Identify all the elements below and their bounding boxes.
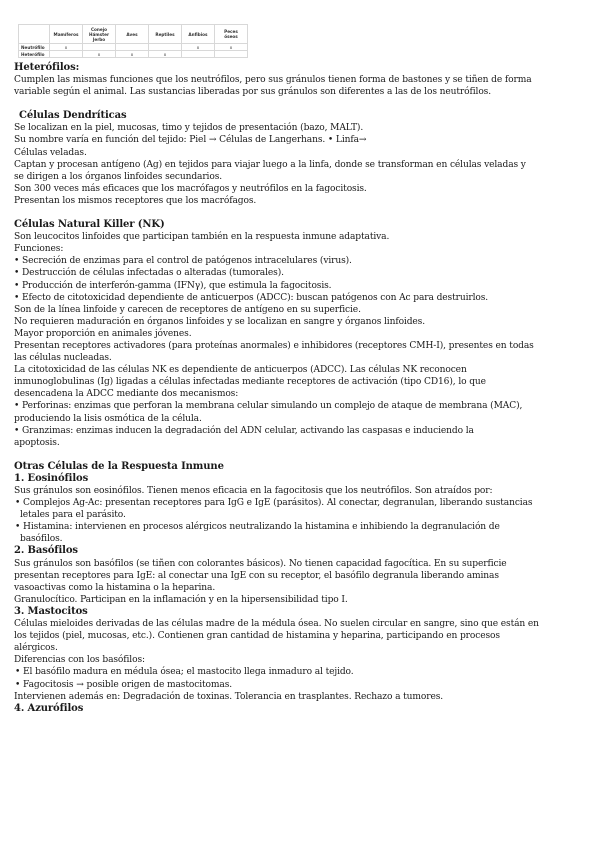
text-line: Presentan receptores activadores (para proteínas anormales) e inhibidores (receptores CMH-I), presentes en todas xyxy=(14,340,534,351)
text-line: Funciones: xyxy=(14,244,64,255)
table-header-cell: Reptiles xyxy=(149,25,182,44)
spacer xyxy=(14,449,592,461)
section-heading: Células Natural Killer (NK) xyxy=(14,219,165,231)
text-line: alérgicos. xyxy=(14,643,58,654)
text-line: Intervienen además en: Degradación de toxinas. Tolerancia en trasplantes. Rechazo a tumores. xyxy=(14,691,444,702)
table-row-label: Neutrófilo xyxy=(19,44,50,51)
bullet-item: • Complejos Ag-Ac: presentan receptores para IgG e IgE (parásitos). Al conectar, degranulan, liberando sustancias xyxy=(15,498,533,509)
table-cell xyxy=(149,44,182,51)
document-body xyxy=(14,62,592,715)
spacer xyxy=(14,98,592,110)
table-cell xyxy=(215,51,248,58)
text-line: Captan y procesan antígeno (Ag) en tejidos para viajar luego a la linfa, donde se transforman en células veladas y xyxy=(14,159,526,170)
text-line: No requieren maduración en órganos linfoides y se localizan en sangre y órganos linfoides. xyxy=(14,316,425,327)
table-header-cell: Aves xyxy=(116,25,149,44)
section-heading: Otras Células de la Respuesta Inmune xyxy=(14,460,224,472)
table-header-cell: Anfibios xyxy=(182,25,215,44)
bullet-item: • Perforinas: enzimas que perforan la membrana celular simulando un complejo de ataque de membrana (MAC), xyxy=(14,401,523,412)
text-line: Son 300 veces más eficaces que los macrófagos y neutrófilos en la fagocitosis. xyxy=(14,183,367,194)
table-header-cell: Peces óseos xyxy=(215,25,248,44)
section-heading: 1. Eosinófilos xyxy=(14,472,89,484)
table-cell: x xyxy=(215,44,248,51)
table-cell xyxy=(182,51,215,58)
bullet-item: • Secreción de enzimas para el control de patógenos intracelulares (virus). xyxy=(14,256,352,267)
table-cell: x xyxy=(182,44,215,51)
bullet-item: • Destrucción de células infectadas o alteradas (tumorales). xyxy=(14,268,284,279)
table-header-cell: Mamíferos xyxy=(50,25,83,44)
text-line: desencadena la ADCC mediante dos mecanismos: xyxy=(14,389,239,400)
text-line: Su nombre varía en función del tejido: Piel → Células de Langerhans. • Linfa→ xyxy=(14,135,367,146)
section-heading: 4. Azurófilos xyxy=(14,702,84,714)
text-line: basófilos. xyxy=(20,534,63,545)
text-line: Células mieloides derivadas de las células madre de la médula ósea. No suelen circular en sangre, sino que están en xyxy=(14,619,539,630)
section-heading: 2. Basófilos xyxy=(14,545,78,557)
table-cell: x xyxy=(50,44,83,51)
bullet-item: • Granzimas: enzimas inducen la degradación del ADN celular, activando las caspasas e induciendo la xyxy=(14,425,474,436)
species-granulocyte-table xyxy=(18,24,248,58)
text-line: Sus gránulos son eosinófilos. Tienen menos eficacia en la fagocitosis que los neutrófilos. Son atraídos por: xyxy=(14,486,493,496)
section-heading: Heterófilos: xyxy=(14,62,80,73)
table-cell xyxy=(116,44,149,51)
table-cell: x xyxy=(83,51,116,58)
text-line: Son de la línea linfoide y carecen de receptores de antígeno en su superficie. xyxy=(14,304,361,315)
text-line: apoptosis. xyxy=(14,437,60,448)
table-row-label: Heterófilo xyxy=(19,51,50,58)
text-line: presentan receptores para IgE: al conectar una IgE con su receptor, el basófilo degranula liberando aminas xyxy=(14,570,499,581)
text-line: produciendo la lisis osmótica de la célula. xyxy=(14,413,202,424)
bullet-item: • Fagocitosis → posible origen de mastocitomas. xyxy=(15,679,233,690)
section-heading: 3. Mastocitos xyxy=(14,605,88,617)
text-line: Presentan los mismos receptores que los macrófagos. xyxy=(14,195,257,206)
text-line: los tejidos (piel, mucosas, etc.). Contienen gran cantidad de histamina y heparina, participando en procesos xyxy=(14,631,500,642)
table-header-row xyxy=(19,25,248,44)
text-line: Granulocítico. Participan en la inflamación y en la hipersensibilidad tipo I. xyxy=(14,594,348,605)
table-row xyxy=(19,51,248,58)
text-line: La citotoxicidad de las células NK es dependiente de anticuerpos (ADCC). Las células NK reconocen xyxy=(14,365,467,376)
text-line: las células nucleadas. xyxy=(14,353,112,364)
text-line: Mayor proporción en animales jóvenes. xyxy=(14,328,192,339)
text-line: letales para el parásito. xyxy=(20,510,126,521)
text-line: Células veladas. xyxy=(14,147,87,158)
table-row xyxy=(19,44,248,51)
text-line: Cumplen las mismas funciones que los neutrófilos, pero sus gránulos tienen forma de bastones y se tiñen de forma xyxy=(14,75,532,86)
text-line: inmunoglobulinas (Ig) ligadas a células infectadas mediante receptores de activación (tipo CD16), lo que xyxy=(14,377,486,388)
text-line: variable según el animal. Las sustancias liberadas por sus gránulos son diferentes a las de los neutrófilos. xyxy=(14,87,491,98)
table-cell xyxy=(50,51,83,58)
bullet-item: • Histamina: intervienen en procesos alérgicos neutralizando la histamina e inhibiendo la degranulación de xyxy=(15,522,500,533)
bullet-item: • El basófilo madura en médula ósea; el mastocito llega inmaduro al tejido. xyxy=(15,667,354,678)
table-cell: x xyxy=(116,51,149,58)
text-line: Se localizan en la piel, mucosas, timo y tejidos de presentación (bazo, MALT). xyxy=(14,123,364,134)
text-line: Sus gránulos son basófilos (se tiñen con colorantes básicos). No tienen capacidad fagocítica. En su superficie xyxy=(14,558,507,569)
table-cell xyxy=(83,44,116,51)
text-line: Son leucocitos linfoides que participan también en la respuesta inmune adaptativa. xyxy=(14,232,390,243)
bullet-item: • Producción de interferón-gamma (IFNγ), que estimula la fagocitosis. xyxy=(14,280,332,291)
bullet-item: • Efecto de citotoxicidad dependiente de anticuerpos (ADCC): buscan patógenos con Ac para destruirlos. xyxy=(14,292,489,303)
table-header-cell: Conejo Hámster Jerbo xyxy=(83,25,116,44)
spacer xyxy=(14,207,592,219)
text-line: vasoactivas como la histamina o la heparina. xyxy=(14,582,216,593)
text-line: se dirigen a los órganos linfoides secundarios. xyxy=(14,171,223,182)
section-heading: Células Dendríticas xyxy=(19,110,127,122)
table-header-cell xyxy=(19,25,50,44)
text-line: Diferencias con los basófilos: xyxy=(14,655,145,666)
table-cell: x xyxy=(149,51,182,58)
